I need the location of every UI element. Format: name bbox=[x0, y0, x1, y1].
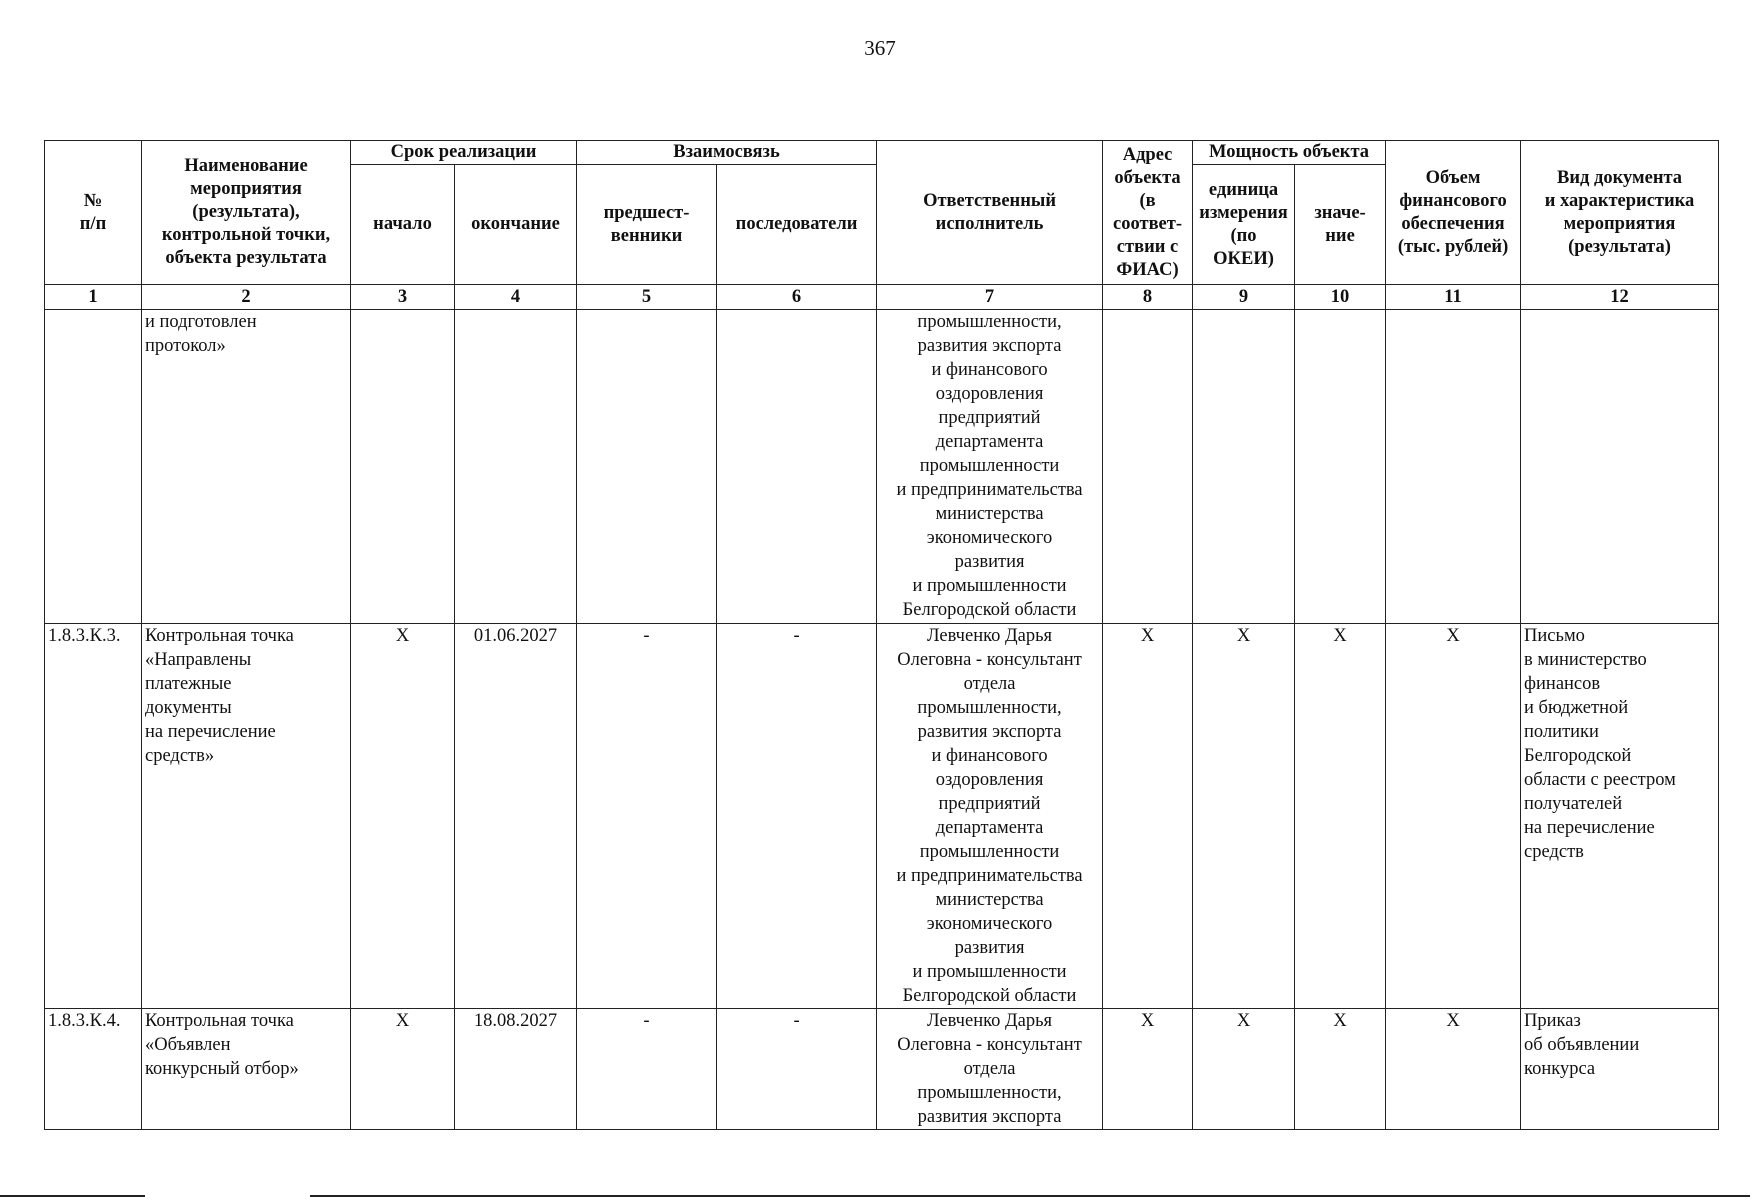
header-document: Вид документа и характеристика мероприятия (результата) bbox=[1521, 141, 1719, 285]
row-finance: X bbox=[1386, 624, 1521, 1009]
row-name: Контрольная точка «Объявлен конкурсный отбор» bbox=[142, 1009, 351, 1130]
row-number: 1.8.3.К.3. bbox=[45, 624, 142, 1009]
table-row bbox=[45, 1009, 1719, 1130]
column-number: 6 bbox=[717, 285, 877, 310]
scan-artifact-line bbox=[310, 1195, 1750, 1197]
scan-artifact-line bbox=[0, 1195, 145, 1197]
header-end: окончание bbox=[455, 165, 577, 285]
column-number: 2 bbox=[142, 285, 351, 310]
header-term-group: Срок реализации bbox=[351, 141, 577, 165]
header-predecessors: предшест- венники bbox=[577, 165, 717, 285]
column-number: 7 bbox=[877, 285, 1103, 310]
row-predecessors bbox=[577, 310, 717, 624]
row-start bbox=[351, 310, 455, 624]
row-document bbox=[1521, 310, 1719, 624]
row-unit bbox=[1193, 310, 1295, 624]
header-finance: Объем финансового обеспечения (тыс. рублей) bbox=[1386, 141, 1521, 285]
column-number: 8 bbox=[1103, 285, 1193, 310]
header-successors: последователи bbox=[717, 165, 877, 285]
header-link-group: Взаимосвязь bbox=[577, 141, 877, 165]
row-number bbox=[45, 310, 142, 624]
column-number: 1 bbox=[45, 285, 142, 310]
table-row bbox=[45, 624, 1719, 1009]
plan-table bbox=[44, 140, 1719, 1130]
header-capacity-group: Мощность объекта bbox=[1193, 141, 1386, 165]
row-address: X bbox=[1103, 1009, 1193, 1130]
row-end: 18.08.2027 bbox=[455, 1009, 577, 1130]
row-predecessors: - bbox=[577, 624, 717, 1009]
row-address: X bbox=[1103, 624, 1193, 1009]
row-name: и подготовлен протокол» bbox=[142, 310, 351, 624]
row-unit: X bbox=[1193, 624, 1295, 1009]
row-document: Приказ об объявлении конкурса bbox=[1521, 1009, 1719, 1130]
row-responsible: промышленности, развития экспорта и финансового оздоровления предприятий департамента промышленности и предпринимательства министерства экономического развития и промышленности Белгородской области bbox=[877, 310, 1103, 624]
column-number: 12 bbox=[1521, 285, 1719, 310]
header-name: Наименование мероприятия (результата), контрольной точки, объекта результата bbox=[142, 141, 351, 285]
row-start: X bbox=[351, 624, 455, 1009]
header-responsible: Ответственный исполнитель bbox=[877, 141, 1103, 285]
column-number: 11 bbox=[1386, 285, 1521, 310]
column-number: 4 bbox=[455, 285, 577, 310]
header-number: № п/п bbox=[45, 141, 142, 285]
column-number: 9 bbox=[1193, 285, 1295, 310]
row-finance bbox=[1386, 310, 1521, 624]
column-number: 3 bbox=[351, 285, 455, 310]
row-document: Письмо в министерство финансов и бюджетной политики Белгородской области с реестром получателей на перечисление средств bbox=[1521, 624, 1719, 1009]
row-address bbox=[1103, 310, 1193, 624]
row-value: X bbox=[1295, 1009, 1386, 1130]
column-number: 5 bbox=[577, 285, 717, 310]
row-value: X bbox=[1295, 624, 1386, 1009]
row-value bbox=[1295, 310, 1386, 624]
row-number: 1.8.3.К.4. bbox=[45, 1009, 142, 1130]
row-name: Контрольная точка «Направлены платежные документы на перечисление средств» bbox=[142, 624, 351, 1009]
row-unit: X bbox=[1193, 1009, 1295, 1130]
header-unit: единица измерения (по ОКЕИ) bbox=[1193, 165, 1295, 285]
row-successors bbox=[717, 310, 877, 624]
row-end: 01.06.2027 bbox=[455, 624, 577, 1009]
header-address: Адрес объекта (в соответ- ствии с ФИАС) bbox=[1103, 141, 1193, 285]
page-number: 367 bbox=[864, 36, 896, 60]
row-finance: X bbox=[1386, 1009, 1521, 1130]
row-responsible: Левченко Дарья Олеговна - консультант отдела промышленности, развития экспорта и финансового оздоровления предприятий департамента промышленности и предпринимательства министерства экономического развития и промышленности Белгородской области bbox=[877, 624, 1103, 1009]
row-successors: - bbox=[717, 624, 877, 1009]
header-value: значе- ние bbox=[1295, 165, 1386, 285]
header-start: начало bbox=[351, 165, 455, 285]
row-start: X bbox=[351, 1009, 455, 1130]
row-successors: - bbox=[717, 1009, 877, 1130]
row-end bbox=[455, 310, 577, 624]
row-responsible: Левченко Дарья Олеговна - консультант отдела промышленности, развития экспорта bbox=[877, 1009, 1103, 1130]
row-predecessors: - bbox=[577, 1009, 717, 1130]
column-number: 10 bbox=[1295, 285, 1386, 310]
table-row bbox=[45, 310, 1719, 624]
